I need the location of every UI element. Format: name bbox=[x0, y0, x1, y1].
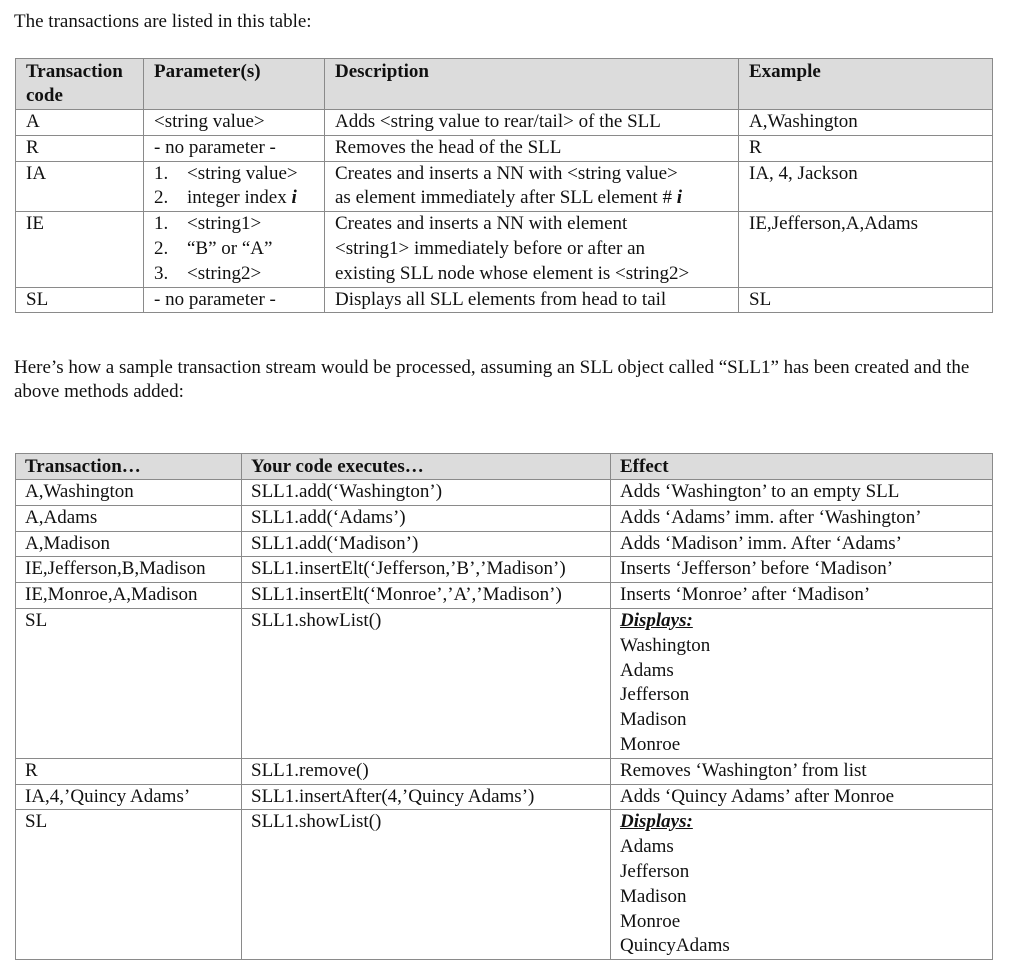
stream-header-row bbox=[16, 454, 993, 480]
params-cell: - no parameter - bbox=[144, 135, 325, 161]
code-cell: SLL1.insertElt(‘Monroe’,’A’,’Madison’) bbox=[242, 583, 611, 609]
effect-cell: Inserts ‘Jefferson’ before ‘Madison’ bbox=[611, 557, 993, 583]
header-code-executes: Your code executes… bbox=[242, 454, 611, 480]
description-cell: Creates and inserts a NN with element <string1> immediately before or after an existing SLL node whose element is <string2> bbox=[325, 212, 739, 287]
table-row bbox=[16, 212, 993, 287]
param-item: 3. <string2> bbox=[154, 262, 262, 284]
list-item: Madison bbox=[620, 885, 687, 907]
example-cell: R bbox=[739, 135, 993, 161]
params-cell bbox=[144, 161, 325, 212]
list-item: Adams bbox=[620, 659, 674, 681]
description-cell: Adds <string value to rear/tail> of the SLL bbox=[325, 110, 739, 136]
param-item: 2. integer index i bbox=[154, 187, 297, 209]
param-item: 1. <string1> bbox=[154, 213, 262, 235]
table-row bbox=[16, 608, 993, 758]
list-item: Jefferson bbox=[620, 860, 690, 882]
example-cell: SL bbox=[739, 287, 993, 313]
table-row bbox=[16, 505, 993, 531]
header-parameters: Parameter(s) bbox=[144, 59, 325, 110]
transaction-cell: A,Madison bbox=[16, 531, 242, 557]
table-row bbox=[16, 583, 993, 609]
param-item: 2. “B” or “A” bbox=[154, 237, 273, 259]
stream-table bbox=[15, 453, 993, 960]
table-row bbox=[16, 784, 993, 810]
table-row bbox=[16, 287, 993, 313]
code-cell: SL bbox=[16, 287, 144, 313]
effect-cell: Inserts ‘Monroe’ after ‘Madison’ bbox=[611, 583, 993, 609]
header-example: Example bbox=[739, 59, 993, 110]
list-item: Washington bbox=[620, 634, 711, 656]
list-item: Monroe bbox=[620, 733, 681, 755]
code-cell: SLL1.add(‘Adams’) bbox=[242, 505, 611, 531]
transactions-table bbox=[15, 58, 993, 313]
table-row bbox=[16, 480, 993, 506]
code-cell: SLL1.insertElt(‘Jefferson,’B’,’Madison’) bbox=[242, 557, 611, 583]
displays-label: Displays: bbox=[620, 609, 693, 631]
transaction-cell: A,Adams bbox=[16, 505, 242, 531]
example-cell: A,Washington bbox=[739, 110, 993, 136]
effect-cell: Removes ‘Washington’ from list bbox=[611, 758, 993, 784]
code-cell: SLL1.add(‘Washington’) bbox=[242, 480, 611, 506]
list-item: Madison bbox=[620, 709, 687, 731]
effect-cell: Adds ‘Quincy Adams’ after Monroe bbox=[611, 784, 993, 810]
example-cell: IE,Jefferson,A,Adams bbox=[739, 212, 993, 287]
effect-cell: Adds ‘Adams’ imm. after ‘Washington’ bbox=[611, 505, 993, 531]
stream-intro-text: Here’s how a sample transaction stream would be processed, assuming an SLL object called “SLL1” has been created and the above methods added: bbox=[14, 357, 970, 402]
table-row bbox=[16, 161, 993, 212]
header-description: Description bbox=[325, 59, 739, 110]
list-item: QuincyAdams bbox=[620, 935, 730, 957]
effect-cell bbox=[611, 810, 993, 960]
table-row bbox=[16, 810, 993, 960]
transaction-cell: A,Washington bbox=[16, 480, 242, 506]
effect-cell bbox=[611, 608, 993, 758]
params-cell: <string value> bbox=[144, 110, 325, 136]
list-item: Jefferson bbox=[620, 684, 690, 706]
table-row bbox=[16, 531, 993, 557]
code-cell: SLL1.add(‘Madison’) bbox=[242, 531, 611, 557]
params-cell: - no parameter - bbox=[144, 287, 325, 313]
description-cell: Removes the head of the SLL bbox=[325, 135, 739, 161]
header-transaction-code: Transaction code bbox=[16, 59, 144, 110]
code-cell: R bbox=[16, 135, 144, 161]
transaction-cell: R bbox=[16, 758, 242, 784]
description-cell: Displays all SLL elements from head to tail bbox=[325, 287, 739, 313]
example-cell: IA, 4, Jackson bbox=[739, 161, 993, 212]
header-transaction: Transaction… bbox=[16, 454, 242, 480]
code-cell: SLL1.showList() bbox=[242, 810, 611, 960]
description-cell: Creates and inserts a NN with <string value> as element immediately after SLL element # i bbox=[325, 161, 739, 212]
list-item: Adams bbox=[620, 836, 674, 858]
table-row bbox=[16, 110, 993, 136]
intro-text: The transactions are listed in this table: bbox=[14, 11, 312, 32]
code-cell: A bbox=[16, 110, 144, 136]
transaction-cell: IE,Monroe,A,Madison bbox=[16, 583, 242, 609]
code-cell: SLL1.remove() bbox=[242, 758, 611, 784]
table-row bbox=[16, 557, 993, 583]
effect-cell: Adds ‘Washington’ to an empty SLL bbox=[611, 480, 993, 506]
effect-cell: Adds ‘Madison’ imm. After ‘Adams’ bbox=[611, 531, 993, 557]
transaction-cell: SL bbox=[16, 810, 242, 960]
param-item: 1. <string value> bbox=[154, 162, 298, 184]
table-row bbox=[16, 135, 993, 161]
list-item: Monroe bbox=[620, 910, 681, 932]
code-cell: IE bbox=[16, 212, 144, 287]
transaction-cell: SL bbox=[16, 608, 242, 758]
transaction-cell: IE,Jefferson,B,Madison bbox=[16, 557, 242, 583]
code-cell: SLL1.showList() bbox=[242, 608, 611, 758]
transactions-header-row bbox=[16, 59, 993, 110]
header-effect: Effect bbox=[611, 454, 993, 480]
code-cell: IA bbox=[16, 161, 144, 212]
params-cell bbox=[144, 212, 325, 287]
displays-label: Displays: bbox=[620, 811, 693, 833]
code-cell: SLL1.insertAfter(4,’Quincy Adams’) bbox=[242, 784, 611, 810]
transaction-cell: IA,4,’Quincy Adams’ bbox=[16, 784, 242, 810]
table-row bbox=[16, 758, 993, 784]
